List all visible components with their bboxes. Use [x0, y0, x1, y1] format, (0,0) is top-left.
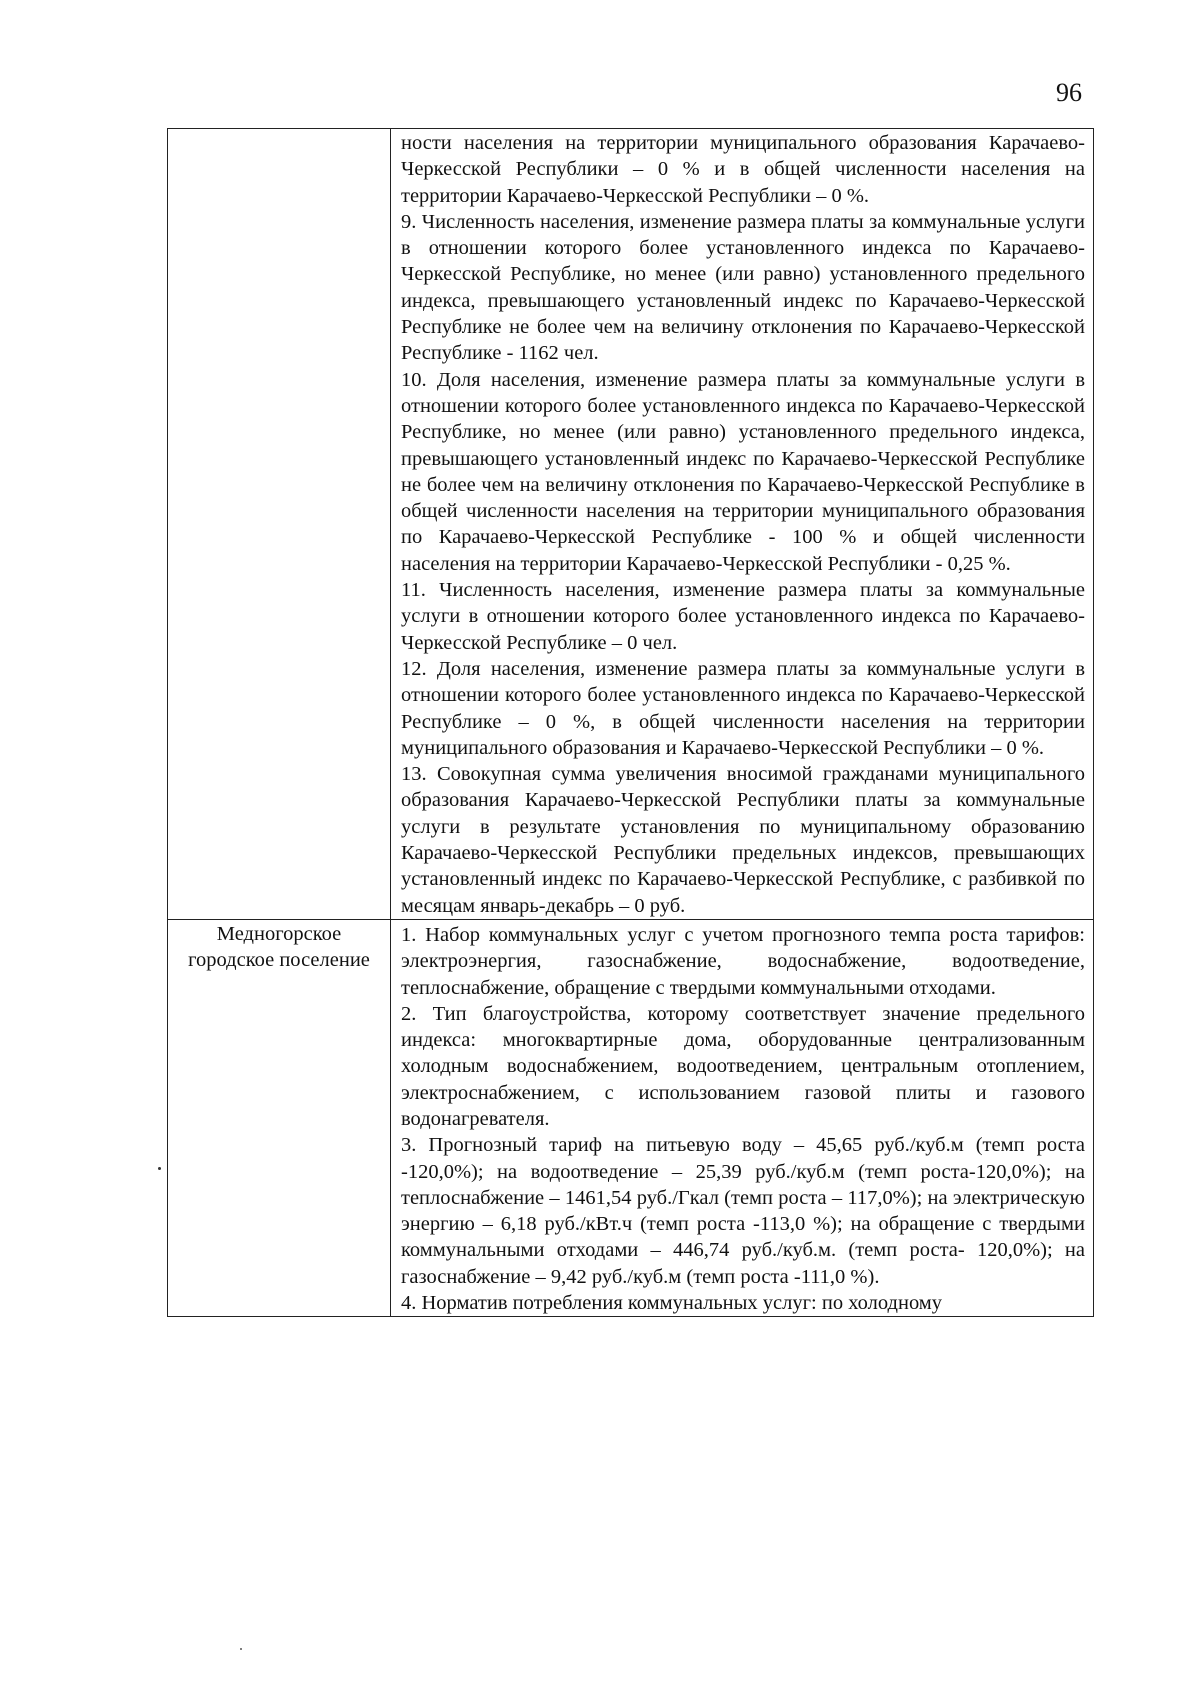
- indicator-paragraph: 13. Совокупная сумма увеличения вносимой гражданами муниципального образования Карачаево-Черкесской Республики платы за коммунальные услуги в результате установления по муниципальному образованию Карачаево-Черкесской Республики предельных индексов, превышающих установленный индекс по Карачаево-Черкесской Республике, с разбивкой по месяцам январь-декабрь – 0 руб.: [401, 763, 1085, 917]
- indicator-paragraph: 9. Численность населения, изменение размера платы за коммунальные услуги в отношении которого более установленного индекса по Карачаево-Черкесской Республике, но менее (или равно) установленного предельного индекса, превышающего установленный индекс по Карачаево-Черкесской Республике не более чем на величину отклонения по Карачаево-Черкесской Республике - 1162 чел.: [401, 210, 1085, 365]
- scan-speck: [240, 1648, 242, 1650]
- indicator-paragraph: 2. Тип благоустройства, которому соответствует значение предельного индекса: многоквартирные дома, оборудованные централизованным холодным водоснабжением, водоотведением, центральным отоплением, электроснабжением, с использованием газовой плиты и газового водонагревателя.: [401, 1002, 1085, 1130]
- municipality-cell: [168, 129, 391, 920]
- indicator-paragraph: 10. Доля населения, изменение размера платы за коммунальные услуги в отношении которого более установленного индекса по Карачаево-Черкесской Республике, но менее (или равно) установленного предельного индекса, превышающего установленный индекс по Карачаево-Черкесской Республике не более чем на величину отклонения по Карачаево-Черкесской Республике в общей численности населения на территории муниципального образования по Карачаево-Черкесской Республике - 100 % и общей численности населения на территории Карачаево-Черкесской Республики - 0,25 %.: [401, 368, 1085, 575]
- table-row: [168, 129, 1094, 920]
- indicator-paragraph: 4. Норматив потребления коммунальных услуг: по холодному: [401, 1292, 943, 1315]
- scan-speck: [158, 1167, 161, 1170]
- municipality-name: Медногорское городское поселение: [188, 922, 370, 972]
- indicator-paragraph: 12. Доля населения, изменение размера платы за коммунальные услуги в отношении которого более установленного индекса по Карачаево-Черкесской Республике – 0 %, в общей численности населения на территории муниципального образования и Карачаево-Черкесской Республики – 0 %.: [401, 657, 1085, 759]
- indicator-paragraph: ности населения на территории муниципального образования Карачаево-Черкесской Республики – 0 % и в общей численности населения на территории Карачаево-Черкесской Республики – 0 %.: [401, 132, 1085, 207]
- page-number: 96: [1056, 78, 1082, 107]
- table-row: [168, 919, 1094, 1316]
- indicator-paragraph: 11. Численность населения, изменение размера платы за коммунальные услуги в отношении которого более установленного индекса по Карачаево-Черкесской Республике – 0 чел.: [401, 579, 1085, 654]
- municipality-name: [168, 129, 390, 130]
- indicators-cell: [391, 129, 1094, 920]
- indicator-paragraph: 3. Прогнозный тариф на питьевую воду – 45,65 руб./куб.м (темп роста -120,0%); на водоотведение – 25,39 руб./куб.м (темп роста-120,0%); на теплоснабжение – 1461,54 руб./Гкал (темп роста – 117,0%); на электрическую энергию – 6,18 руб./кВт.ч (темп роста -113,0 %); на обращение с твердыми коммунальными отходами – 446,74 руб./куб.м. (темп роста- 120,0%); на газоснабжение – 9,42 руб./куб.м (темп роста -111,0 %).: [401, 1134, 1085, 1288]
- indicator-paragraph: 1. Набор коммунальных услуг с учетом прогнозного темпа роста тарифов: электроэнергия, газоснабжение, водоснабжение, водоотведение, теплоснабжение, обращение с твердыми коммунальными отходами.: [401, 923, 1085, 999]
- municipal-indices-table: [167, 128, 1094, 1317]
- municipality-cell: [168, 919, 391, 1316]
- indicators-cell: [391, 919, 1094, 1316]
